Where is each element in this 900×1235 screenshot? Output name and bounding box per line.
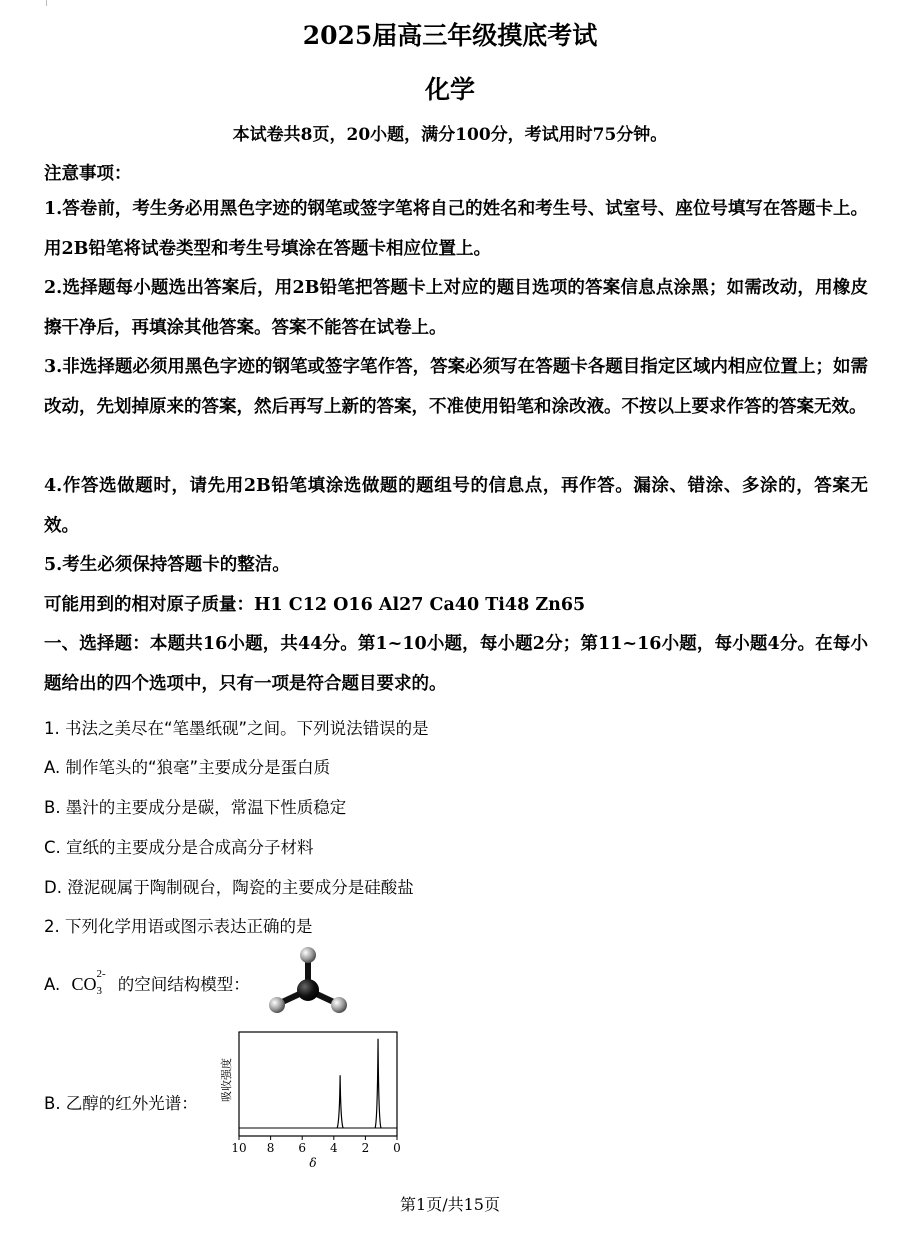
notes-heading: 注意事项： bbox=[44, 164, 132, 184]
ir-spectrum-chart bbox=[210, 1028, 410, 1176]
note-4: 4.作答选做题时，请先用2B铅笔填涂选做题的题组号的信息点，再作答。漏涂、错涂、多涂的，答案无效。 bbox=[44, 476, 868, 536]
q2-option-a-text: 的空间结构模型： bbox=[117, 975, 250, 994]
peaks bbox=[337, 1039, 381, 1128]
y-axis-label: 吸收强度 bbox=[220, 1058, 233, 1102]
note-2: 2.选择题每小题选出答案后，用2B铅笔把答题卡上对应的题目选项的答案信息点涂黑；如需改动，用橡皮擦干净后，再填涂其他答案。答案不能答在试卷上。 bbox=[44, 278, 868, 338]
subject-title: 化学 bbox=[424, 75, 475, 104]
plot-frame bbox=[239, 1032, 397, 1136]
spectrum-peak-2 bbox=[375, 1039, 381, 1128]
x-tick-label: 4 bbox=[329, 1141, 338, 1155]
q1-stem: 1. 书法之美尽在“笔墨纸砚”之间。下列说法错误的是 bbox=[44, 719, 429, 738]
x-axis-label: δ bbox=[309, 1156, 317, 1170]
q2-option-b: B. 乙醇的红外光谱： bbox=[44, 1094, 198, 1113]
x-tick-label: 6 bbox=[298, 1141, 307, 1155]
q2-stem: 2. 下列化学用语或图示表达正确的是 bbox=[44, 917, 313, 936]
q1-option-a: A. 制作笔头的“狼毫”主要成分是蛋白质 bbox=[44, 758, 331, 777]
corner-mark bbox=[46, 0, 47, 6]
note-5: 5.考生必须保持答题卡的整洁。 bbox=[44, 555, 290, 575]
q2-option-a bbox=[44, 967, 250, 997]
q1-option-d: D. 澄泥砚属于陶制砚台，陶瓷的主要成分是硅酸盐 bbox=[44, 878, 414, 897]
oxygen-atom-top bbox=[300, 947, 316, 963]
carbonate-ball-stick-model bbox=[264, 944, 354, 1018]
note-3: 3.非选择题必须用黑色字迹的钢笔或签字笔作答，答案必须写在答题卡各题目指定区域内相应位置上；如需改动，先划掉原来的答案，然后再写上新的答案，不准使用铅笔和涂改液。不按以上要求作答的答案无效。 bbox=[44, 357, 868, 417]
x-tick-label: 2 bbox=[361, 1141, 370, 1155]
x-tick-label: 0 bbox=[393, 1141, 401, 1155]
exam-info: 本试卷共8页，20小题，满分100分，考试用时75分钟。 bbox=[232, 125, 668, 145]
q1-option-c: C. 宣纸的主要成分是合成高分子材料 bbox=[44, 838, 314, 857]
atomic-masses: 可能用到的相对原子质量：H1 C12 O16 Al27 Ca40 Ti48 Zn65 bbox=[44, 595, 586, 615]
x-tick-label: 8 bbox=[266, 1141, 275, 1155]
carbon-atom bbox=[297, 979, 319, 1001]
spectrum-peak-1 bbox=[337, 1075, 343, 1128]
section-1-heading: 一、选择题：本题共16小题，共44分。第1~10小题，每小题2分；第11~16小题，每小题4分。在每小题给出的四个选项中，只有一项是符合题目要求的。 bbox=[44, 634, 868, 694]
q2-option-a-letter: A. bbox=[44, 975, 61, 994]
carbonate-formula: CO 2- 3 bbox=[71, 967, 106, 997]
q1-option-b: B. 墨汁的主要成分是碳，常温下性质稳定 bbox=[44, 798, 347, 817]
note-1: 1.答卷前，考生务必用黑色字迹的钢笔或签字笔将自己的姓名和考生号、试室号、座位号填写在答题卡上。用2B铅笔将试卷类型和考生号填涂在答题卡相应位置上。 bbox=[44, 199, 868, 259]
page-footer: 第1页/共15页 bbox=[400, 1195, 500, 1214]
x-tick-label: 10 bbox=[231, 1141, 247, 1155]
x-ticks bbox=[231, 1136, 400, 1155]
exam-title: 2025届高三年级摸底考试 bbox=[302, 21, 598, 50]
oxygen-atom-right bbox=[331, 997, 347, 1013]
oxygen-atom-left bbox=[269, 997, 285, 1013]
